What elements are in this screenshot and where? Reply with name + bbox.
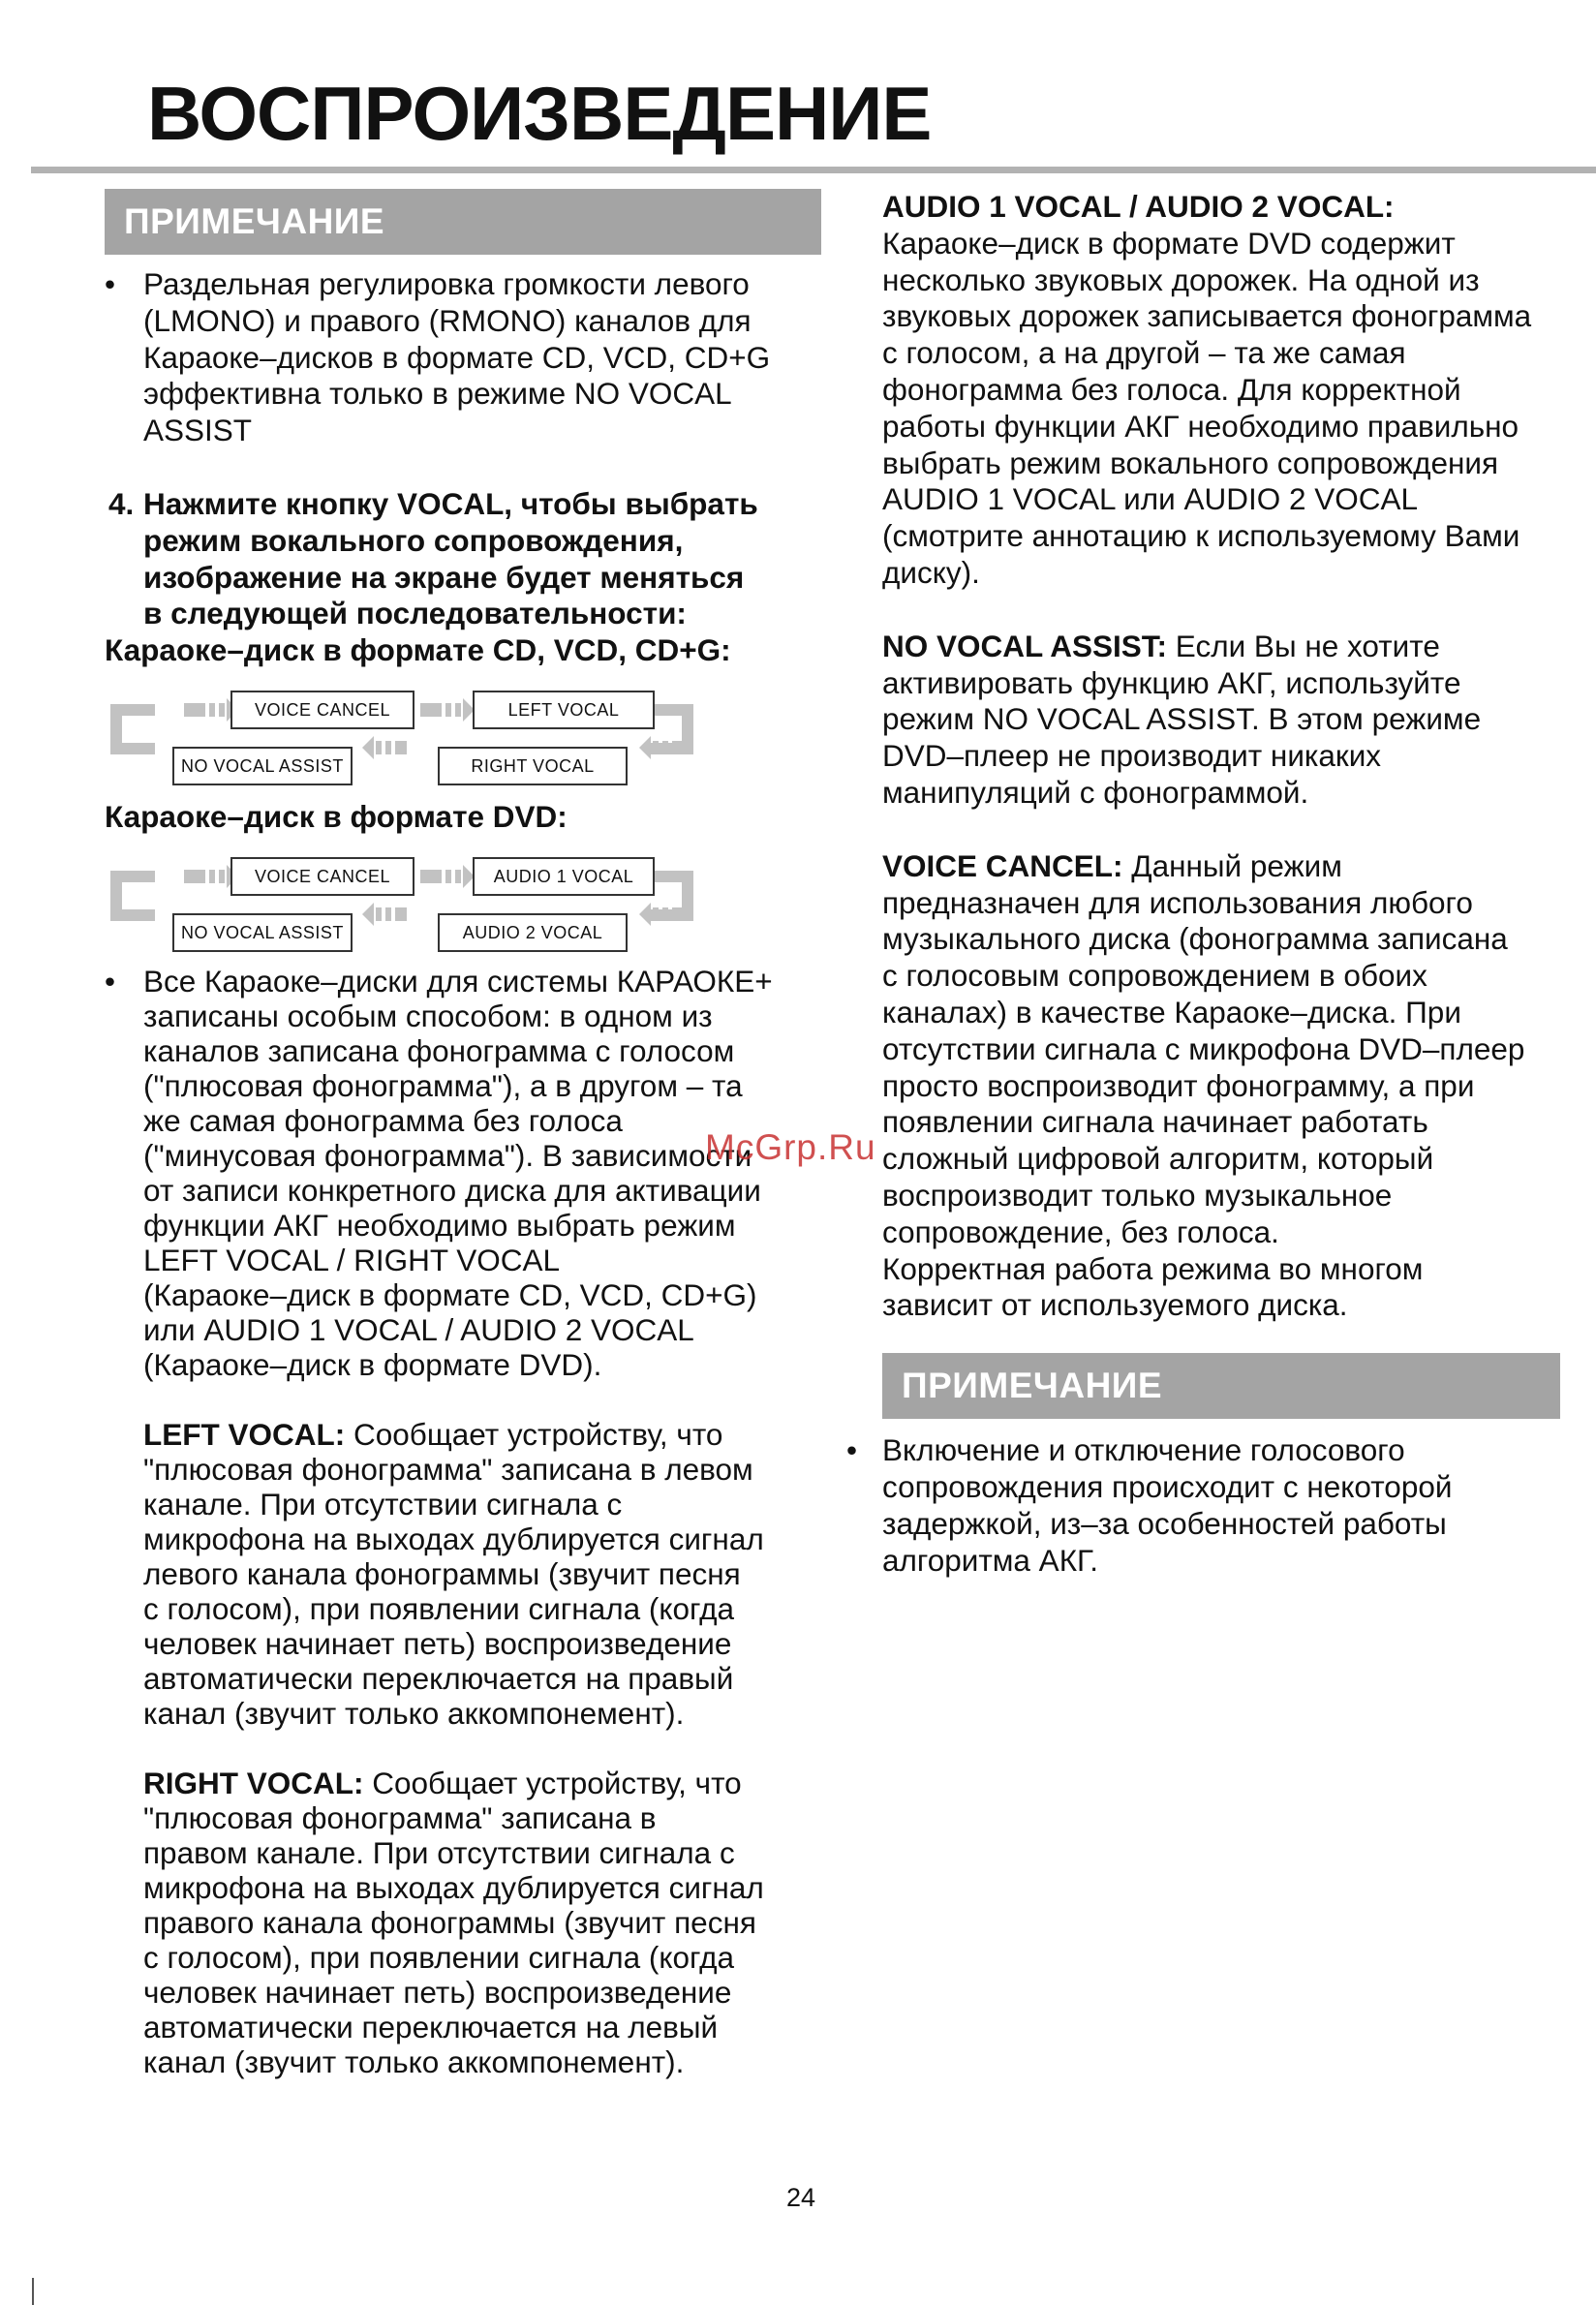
note-header: ПРИМЕЧАНИЕ [105,189,821,255]
text-line: с голосом), при появлении сигнала (когда [143,1939,734,1975]
voice-cancel-text [882,848,1560,1324]
text-line: в следующей последовательности: [143,596,687,631]
right-column [846,189,1560,1579]
text-line: канале. При отсутствии сигнала с [143,1486,623,1521]
text-line: (Караоке–диск в формате DVD). [143,1346,602,1382]
text-line: с голосовым сопровождением в обоих [882,958,1427,994]
text-line: диску). [882,554,980,590]
voice-cancel-box: VOICE CANCEL [230,857,414,896]
text-line: автоматически переключается на правый [143,1660,734,1696]
voice-cancel-box: VOICE CANCEL [230,691,414,729]
text-line: зависит от используемого диска. [882,1287,1348,1323]
bullet-dot: • [105,266,116,301]
step-text [143,486,821,632]
step-number: 4. [108,485,135,521]
bullet-dot: • [846,1432,858,1468]
karaoke-bullet [105,964,821,1382]
text-line: несколько звуковых дорожек. На одной из [882,261,1480,297]
no-vocal-assist-box: NO VOCAL ASSIST [172,747,353,785]
text-line: (Караоке–диск в формате CD, VCD, CD+G) [143,1276,757,1312]
margin-mark [32,2278,34,2305]
text-line: же самая фонограмма без голоса [143,1102,623,1138]
voice-cancel-desc [882,848,1560,1324]
text-line: с голосом, а на другой – та же самая [882,335,1406,371]
text-line: Раздельная регулировка громкости левого [143,266,750,301]
text-line: RIGHT VOCAL: Сообщает устройству, что [143,1765,742,1800]
flow-diagram-dvd [105,855,724,948]
cd-format-heading: Караоке–диск в формате CD, VCD, CD+G: [105,632,731,668]
audio1-vocal-box: AUDIO 1 VOCAL [473,857,655,896]
audio-vocal-desc [882,189,1560,592]
text-line: режим вокального сопровождения, [143,522,684,558]
text-line: функции АКГ необходимо выбрать режим [143,1207,736,1243]
no-vocal-assist-text [882,629,1560,812]
note-bullet [105,266,821,449]
text-line: "плюсовая фонограмма" записана в [143,1799,657,1835]
text-line: DVD–плеер не производит никаких [882,738,1382,774]
text-line: Корректная работа режима во многом [882,1250,1424,1286]
text-line: правого канала фонограммы (звучит песня [143,1904,756,1940]
text-line: отсутствии сигнала с микрофона DVD–плеер [882,1030,1525,1066]
text-line: эффективна только в режиме NO VOCAL [143,376,732,412]
text-line: "плюсовая фонограмма" записана в левом [143,1451,753,1487]
note-bullet-right [846,1432,1560,1579]
text-line: ASSIST [143,413,253,448]
text-line: записаны особым способом: в одном из [143,998,713,1033]
text-line: LEFT VOCAL: Сообщает устройству, что [143,1416,723,1452]
no-vocal-assist-box: NO VOCAL ASSIST [172,913,353,952]
term-label: VOICE CANCEL: [882,847,1123,883]
text-line: каналах) в качестве Караоке–диска. При [882,994,1461,1030]
right-vocal-box: RIGHT VOCAL [438,747,628,785]
text-line: Караоке–диск в формате DVD содержит [882,225,1456,261]
text-line: (LMONO) и правого (RMONO) каналов для [143,302,752,338]
text-line: Все Караоке–диски для системы КАРАОКЕ+ [143,963,773,999]
text-line: режим NO VOCAL ASSIST. В этом режиме [882,701,1482,737]
left-vocal-desc [105,1417,821,1731]
left-vocal-box: LEFT VOCAL [473,691,655,729]
text-line: канал (звучит только аккомпонемент). [143,1695,685,1731]
text-line: сложный цифровой алгоритм, который [882,1141,1434,1177]
text-line: канал (звучит только аккомпонемент). [143,2044,685,2079]
text-line: от записи конкретного диска для активации [143,1172,761,1208]
text-line: левого канала фонограммы (звучит песня [143,1555,741,1591]
text-line: ("минусовая фонограмма"). В зависимости [143,1137,752,1173]
text-line: задержкой, из–за особенностей работы [882,1505,1447,1541]
text-line: выбрать режим вокального сопровождения [882,445,1499,480]
text-line: сопровождения происходит с некоторой [882,1468,1453,1504]
note-text-right [882,1432,1560,1579]
text-line: микрофона на выходах дублируется сигнал [143,1521,764,1556]
text-line: LEFT VOCAL / RIGHT VOCAL [143,1242,561,1277]
term-label: RIGHT VOCAL: [143,1765,364,1800]
term-label: LEFT VOCAL: [143,1416,346,1452]
text-line: каналов записана фонограмма с голосом [143,1032,735,1068]
left-vocal-text [143,1417,821,1731]
text-line: сопровождение, без голоса. [882,1214,1279,1249]
text-line: изображение на экране будет меняться [143,559,745,595]
note-header-right: ПРИМЕЧАНИЕ [882,1353,1560,1419]
text-line: музыкального диска (фонограмма записана [882,921,1508,957]
step-4 [105,486,821,632]
page-title: ВОСПРОИЗВЕДЕНИЕ [147,71,932,156]
text-line: воспроизводит только музыкальное [882,1177,1393,1213]
text-line: работы функции АКГ необходимо правильно [882,408,1519,444]
text-line: NO VOCAL ASSIST: Если Вы не хотите [882,628,1440,663]
text-line: (смотрите аннотацию к используемому Вами [882,518,1520,554]
right-vocal-desc [105,1766,821,2079]
text-line: фонограмма без голоса. Для корректной [882,371,1461,407]
text-line: человек начинает петь) воспроизведение [143,1625,732,1661]
text-line: автоматически переключается на левый [143,2009,719,2044]
text-line: алгоритма АКГ. [882,1542,1099,1578]
text-line: или AUDIO 1 VOCAL / AUDIO 2 VOCAL [143,1311,694,1347]
flow-diagram-cd [105,689,724,782]
dvd-format-heading: Караоке–диск в формате DVD: [105,798,568,834]
audio2-vocal-box: AUDIO 2 VOCAL [438,913,628,952]
text-line: правом канале. При отсутствии сигнала с [143,1834,735,1870]
term-label: NO VOCAL ASSIST: [882,628,1168,663]
audio-vocal-text [882,226,1560,592]
text-line: микрофона на выходах дублируется сигнал [143,1869,764,1905]
no-vocal-assist-desc [882,629,1560,812]
watermark: McGrp.Ru [705,1127,876,1167]
karaoke-text [143,964,821,1382]
text-line: звуковых дорожек записывается фонограмма [882,298,1532,334]
title-rule [31,167,1596,173]
page-number: 24 [786,2183,816,2212]
text-line: манипуляций с фонограммой. [882,774,1309,810]
text-line: с голосом), при появлении сигнала (когда [143,1590,734,1626]
text-line: Нажмите кнопку VOCAL, чтобы выбрать [143,485,758,521]
text-line: Включение и отключение голосового [882,1432,1405,1468]
text-line: VOICE CANCEL: Данный режим [882,847,1342,883]
text-line: просто воспроизводит фонограмму, а при [882,1067,1475,1103]
text-line: появлении сигнала начинает работать [882,1104,1428,1140]
note-text [143,266,821,449]
text-line: ("плюсовая фонограмма"), а в другом – та [143,1067,743,1103]
text-line: человек начинает петь) воспроизведение [143,1974,732,2010]
right-vocal-text [143,1766,821,2079]
text-line: предназначен для использования любого [882,884,1473,920]
audio-vocal-label: AUDIO 1 VOCAL / AUDIO 2 VOCAL: [882,189,1395,224]
text-line: AUDIO 1 VOCAL или AUDIO 2 VOCAL [882,481,1419,517]
text-line: Караоке–дисков в формате CD, VCD, CD+G [143,339,771,375]
text-line: активировать функцию АКГ, используйте [882,664,1461,700]
bullet-dot: • [105,963,116,999]
